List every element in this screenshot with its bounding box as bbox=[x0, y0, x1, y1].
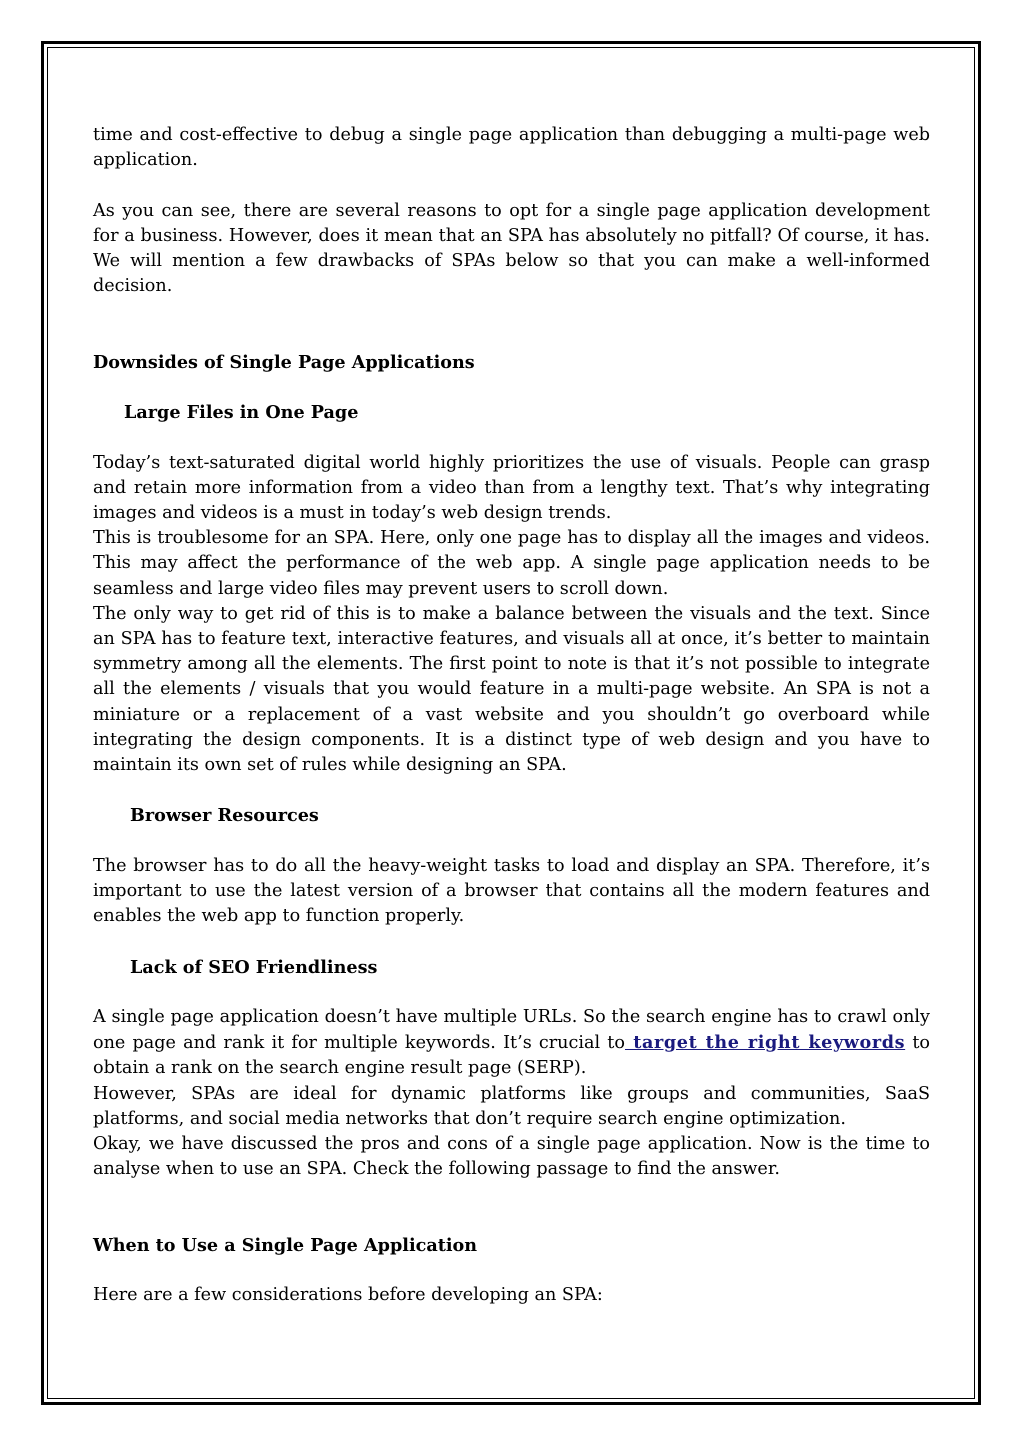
heading-downsides: Downsides of Single Page Applications bbox=[93, 351, 475, 373]
heading-seo: Lack of SEO Friendliness bbox=[130, 956, 378, 978]
paragraph-considerations: Here are a few considerations before developing an SPA: bbox=[93, 1285, 603, 1306]
target-keywords-link[interactable]: target the right keywords bbox=[624, 1032, 906, 1054]
paragraph-visuals: Today’s text-saturated digital world highly prioritizes the use of visuals. People can grasp and retain more information from a video than from a lengthy text. That’s why integrating images and videos is a must in today’s web design trends. bbox=[93, 452, 930, 523]
paragraph-ideal-platforms: However, SPAs are ideal for dynamic platforms like groups and communities, SaaS platforms, and social media networks that don’t require search engine optimization. bbox=[93, 1083, 930, 1129]
paragraph-troublesome: This is troublesome for an SPA. Here, only one page has to display all the images and videos. This may affect the performance of the web app. A single page application needs to be seamless and large video files may prevent users to scroll down. bbox=[93, 528, 930, 599]
heading-large-files: Large Files in One Page bbox=[124, 402, 359, 424]
paragraph-reasons: As you can see, there are several reasons to opt for a single page application development for a business. However, does it mean that an SPA has absolutely no pitfall? Of course, it has. We will mention a few drawbacks of SPAs below so that you can make a well-informed decision. bbox=[93, 200, 930, 297]
heading-browser-resources: Browser Resources bbox=[130, 805, 319, 827]
paragraph-pros-cons: Okay, we have discussed the pros and cons of a single page application. Now is the time to analyse when to use an SPA. Check the following passage to find the answer. bbox=[93, 1134, 930, 1180]
heading-when-to-use: When to Use a Single Page Application bbox=[93, 1234, 478, 1256]
paragraph-seo-text-after: to obtain a rank on the search engine result page (SERP). bbox=[93, 1033, 930, 1079]
paragraph-balance: The only way to get rid of this is to make a balance between the visuals and the text. Since an SPA has to feature text, interactive features, and visuals all at once, it’s better to maintain symmetry among all the elements. The first point to note is that it’s not possible to integrate all the elements / visuals that you would feature in a multi-page website. An SPA is not a miniature or a replacement of a vast website and you shouldn’t go overboard while integrating the design components. It is a distinct type of web design and you have to maintain its own set of rules while designing an SPA. bbox=[93, 603, 930, 776]
paragraph-seo-text-before: A single page application doesn’t have multiple URLs. So the search engine has to crawl only one page and rank it for multiple keywords. It’s crucial to bbox=[93, 1006, 930, 1054]
paragraph-browser: The browser has to do all the heavy-weight tasks to load and display an SPA. Therefore, it’s important to use the latest version of a browser that contains all the modern features and enables the web app to function properly. bbox=[93, 855, 930, 927]
paragraph-seo bbox=[93, 1005, 930, 1082]
paragraph-debug-cost: time and cost-effective to debug a single page application than debugging a multi-page web application. bbox=[93, 125, 930, 171]
document-body bbox=[93, 123, 930, 1308]
